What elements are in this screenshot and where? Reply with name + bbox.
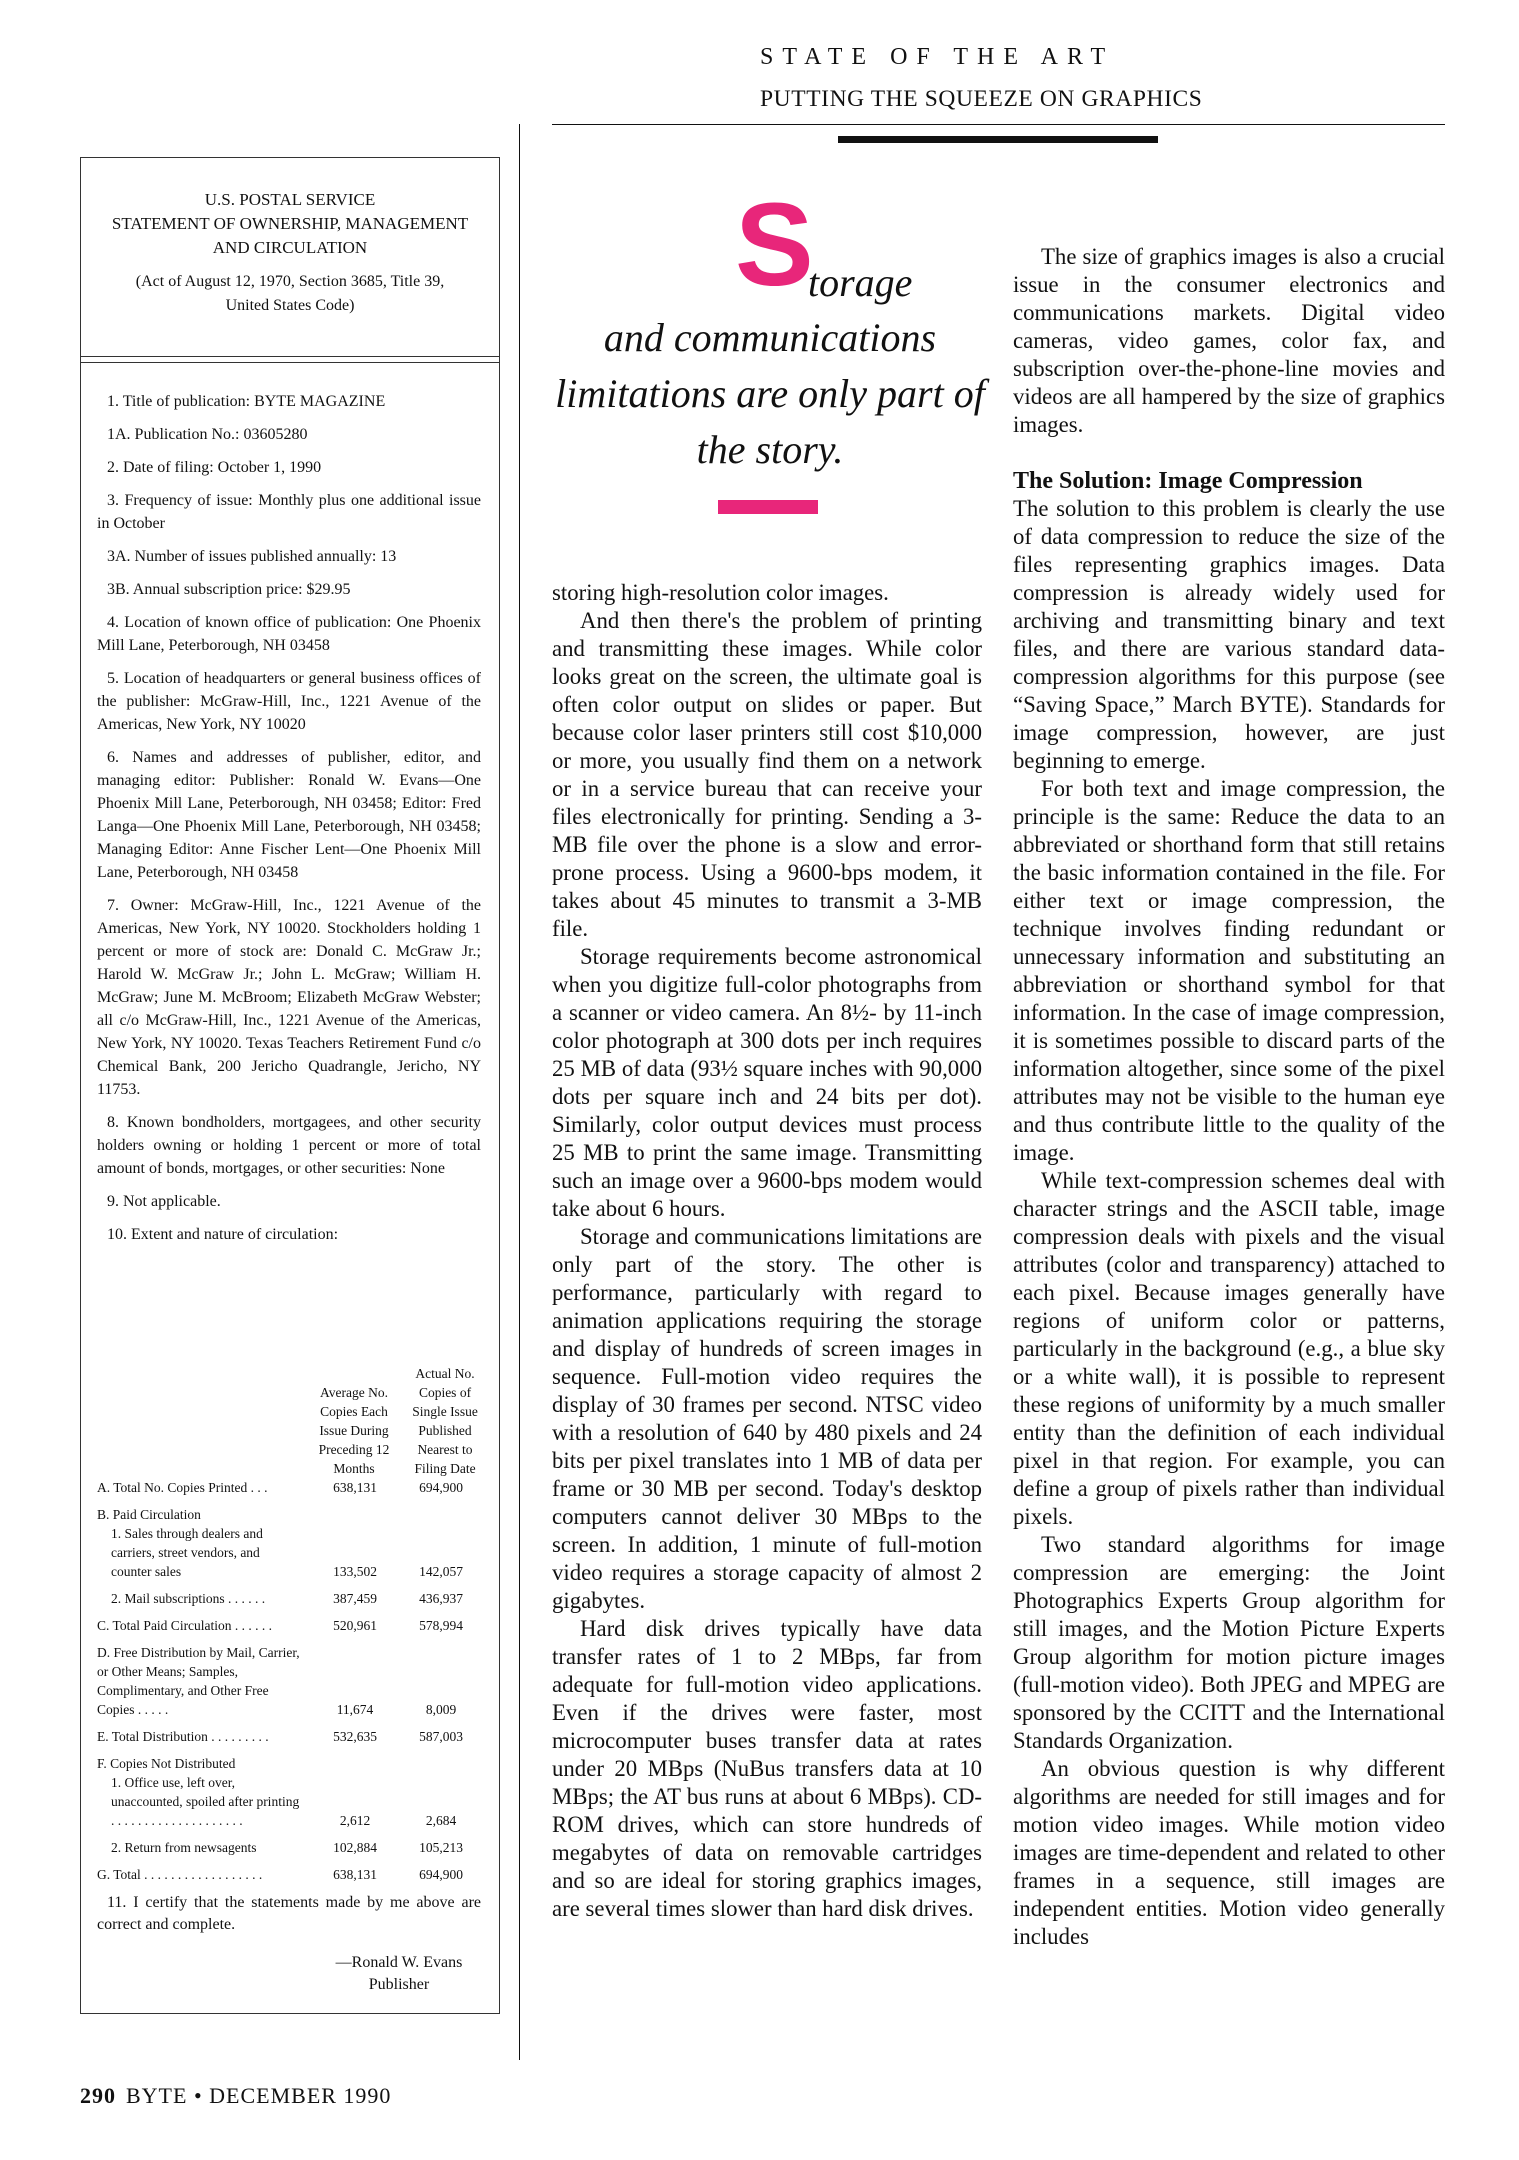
paragraph: The solution to this problem is clearly the use of data compression to reduce the size of the files representing graphics images. Data compression is already widely used for archiving and transmitting binary and text files, and there are various standard data-compression algorithms for this purpose (see “Saving Space,” March BYTE). Standards for image compression, however, are just beginning to emerge. xyxy=(1013,496,1445,773)
postal-heading-line: STATEMENT OF OWNERSHIP, MANAGEMENT xyxy=(111,214,469,233)
row-label: F. Copies Not Distributed xyxy=(97,1756,236,1771)
pullquote-first-word: torage xyxy=(808,260,913,305)
paragraph: An obvious question is why different algorithms are needed for still images and for motion video images. While motion video images are time-dependent and related to other frames in a sequence, still images are independent entities. Motion video generally includes xyxy=(1013,1756,1445,1949)
signature-title: Publisher xyxy=(368,1976,430,1993)
pullquote-text: and communications limitations are only part of the story. xyxy=(555,315,985,472)
column-header-actual: Actual No. Copies of Single Issue Published Nearest to Filing Date xyxy=(412,1366,478,1476)
row-average: 638,131 xyxy=(333,1480,377,1495)
postal-item: 3. Frequency of issue: Monthly plus one additional issue in October xyxy=(97,492,481,532)
paragraph: For both text and image compression, the principle is the same: Reduce the data to an abbreviated or shorthand form that still retains the basic information contained in the file. For either text or image compression, the technique involves finding redundant or unnecessary information and substituting an abbreviation or shorthand symbol for that information. In the case of image compression, it is sometimes possible to discard parts of the information altogether, since some of the pixel attributes may not be visible to the human eye and thus contribute little to the quality of the image. xyxy=(1013,776,1445,1165)
row-average: 638,131 xyxy=(333,1867,377,1882)
row-actual: 2,684 xyxy=(425,1813,457,1828)
postal-item: 2. Date of filing: October 1, 1990 xyxy=(107,459,322,476)
magazine-issue: BYTE • DECEMBER 1990 xyxy=(126,2083,392,2108)
row-average: 532,635 xyxy=(333,1729,377,1744)
postal-item: 6. Names and addresses of publisher, editor, and managing editor: Publisher: Ronald W. Evans—One Phoenix Mill Lane, Peterborough, NH 03458; Editor: Fred Langa—One Phoenix Mill Lane, Peterborough, NH 03458; Managing Editor: Anne Fischer Lent—One Phoenix Mill Lane, Peterborough, NH 03458 xyxy=(97,749,481,881)
postal-item: 1A. Publication No.: 03605280 xyxy=(107,426,308,443)
row-average: 102,884 xyxy=(333,1840,377,1855)
postal-items xyxy=(97,390,481,1256)
paragraph: storing high-resolution color images. xyxy=(552,580,889,605)
postal-heading xyxy=(81,188,499,318)
section-title: STATE OF THE ART xyxy=(760,44,1115,70)
paragraph: Storage requirements become astronomical when you digitize full-color photographs from a scanner or video camera. An 8½- by 11-inch color photograph at 300 dots per inch requires 25 MB of data (93½ square inches with 90,000 dots per square inch and 24 bits per dot). Similarly, color output devices must process 25 MB to print the same image. Transmitting such an image over a 9600-bps modem would take about 6 hours. xyxy=(552,944,982,1221)
signature-name: —Ronald W. Evans xyxy=(335,1954,463,1971)
paragraph: The size of graphics images is also a crucial issue in the consumer electronics and communications markets. Digital video cameras, video games, color fax, and subscription over-the-phone-line movies and videos are all hampered by the size of graphics images. xyxy=(1013,244,1445,437)
row-label: 2. Mail subscriptions . . . . . . xyxy=(111,1591,266,1606)
row-average: 11,674 xyxy=(336,1702,374,1717)
circulation-header xyxy=(97,1338,481,1478)
paragraph: Storage and communications limitations are only part of the story. The other is performance, particularly with regard to animation applications requiring the storage and display of hundreds of screen images in sequence. Full-motion video requires the display of 30 frames per second. NTSC video with a resolution of 640 by 480 pixels and 24 bits per pixel translates into 1 MB of data per frame or 30 MB per second. Today's desktop computers cannot deliver 30 MBps to the screen. In addition, 1 minute of full-motion video requires a storage capacity of almost 2 gigabytes. xyxy=(552,1224,982,1613)
column-divider xyxy=(519,124,520,2060)
pullquote-accent-bar xyxy=(718,500,818,514)
pullquote-dropcap: S xyxy=(735,179,814,311)
row-label: C. Total Paid Circulation . . . . . . xyxy=(97,1618,273,1633)
article-column-right xyxy=(1013,243,1445,1951)
row-label: 2. Return from newsagents xyxy=(111,1840,257,1855)
table-row xyxy=(97,1478,481,1497)
subheading: The Solution: Image Compression xyxy=(1013,468,1363,494)
row-average: 520,961 xyxy=(333,1618,377,1633)
postal-item: 1. Title of publication: BYTE MAGAZINE xyxy=(107,393,386,410)
postal-item: 8. Known bondholders, mortgagees, and other security holders owning or holding 1 percent or more of total amount of bonds, mortgages, or other securities: None xyxy=(97,1114,481,1177)
row-average: 133,502 xyxy=(333,1564,377,1579)
row-label: 1. Office use, left over, unaccounted, spoiled after printing . . . . . . . . . . . . . . . . . . . . xyxy=(111,1775,300,1828)
page-footer xyxy=(80,2083,391,2109)
table-row xyxy=(97,1727,481,1746)
row-label: G. Total . . . . . . . . . . . . . . . . . . xyxy=(97,1867,263,1882)
paragraph: And then there's the problem of printing and transmitting these images. While color looks great on the screen, the ultimate goal is often color output on slides or paper. But because color laser printers still cost $10,000 or more, you usually find them on a network or in a service bureau that can receive your files electronically for printing. Sending a 3-MB file over the phone is a slow and error-prone process. Using a 9600-bps modem, it takes about 45 minutes to transmit a 3-MB file. xyxy=(552,608,982,941)
postal-item: 3B. Annual subscription price: $29.95 xyxy=(107,581,351,598)
postal-item: 4. Location of known office of publication: One Phoenix Mill Lane, Peterborough, NH 03458 xyxy=(97,614,481,654)
row-actual: 578,994 xyxy=(419,1618,463,1633)
row-actual: 8,009 xyxy=(425,1702,457,1717)
row-actual: 436,937 xyxy=(419,1591,463,1606)
table-row xyxy=(97,1773,481,1830)
table-row xyxy=(97,1616,481,1635)
postal-statement-box xyxy=(80,157,500,2014)
paragraph: Two standard algorithms for image compression are emerging: the Joint Photographics Experts Group algorithm for still images, and the Motion Picture Experts Group algorithm for motion picture images (full-motion video). Both JPEG and MPEG are sponsored by the CCITT and the International Standards Organization. xyxy=(1013,1532,1445,1753)
postal-heading-line: AND CIRCULATION xyxy=(212,238,368,257)
row-average: 2,612 xyxy=(339,1813,371,1828)
article-title: PUTTING THE SQUEEZE ON GRAPHICS xyxy=(760,86,1203,112)
row-label: A. Total No. Copies Printed . . . xyxy=(97,1480,268,1495)
row-actual: 694,900 xyxy=(419,1480,463,1495)
table-row xyxy=(97,1505,481,1524)
postal-item: 5. Location of headquarters or general business offices of the publisher: McGraw-Hill, Inc., 1221 Avenue of the Americas, New York, NY 10020 xyxy=(97,670,481,733)
row-actual: 142,057 xyxy=(419,1564,463,1579)
header-rule-thick xyxy=(838,136,1158,143)
postal-act-line: United States Code) xyxy=(225,297,355,314)
row-actual: 587,003 xyxy=(419,1729,463,1744)
postal-item: 3A. Number of issues published annually: 13 xyxy=(107,548,397,565)
postal-act-line: (Act of August 12, 1970, Section 3685, Title 39, xyxy=(135,273,445,290)
signature-block xyxy=(317,1952,481,1996)
certification-statement: 11. I certify that the statements made by me above are correct and complete. xyxy=(97,1894,481,1933)
row-actual: 694,900 xyxy=(419,1867,463,1882)
row-average: 387,459 xyxy=(333,1591,377,1606)
postal-item: 7. Owner: McGraw-Hill, Inc., 1221 Avenue of the Americas, New York, NY 10020. Stockholders holding 1 percent or more of stock are: Donald C. McGraw Jr.; Harold W. McGraw Jr.; John L. McGraw; William H. McGraw; June M. McBroom; Elizabeth McGraw Webster; all c/o McGraw-Hill, Inc., 1221 Avenue of the Americas, New York, NY 10020. Texas Teachers Retirement Fund c/o Chemical Bank, 200 Jericho Quadrangle, Jericho, NY 11753. xyxy=(97,897,481,1098)
row-actual: 105,213 xyxy=(419,1840,463,1855)
row-label: 1. Sales through dealers and carriers, street vendors, and counter sales xyxy=(111,1526,263,1579)
paragraph: Hard disk drives typically have data transfer rates of 1 to 2 MBps, far from adequate for full-motion video applications. Even if the drives were faster, most microcomputer buses transfer data at rates under 20 MBps (NuBus transfers data at 10 MBps; the AT bus runs at about 6 MBps). CD-ROM drives, which can store hundreds of megabytes of data on removable cartridges and so are ideal for storing graphics images, are several times slower than hard disk drives. xyxy=(552,1616,982,1921)
circulation-table xyxy=(97,1338,481,1996)
postal-item: 10. Extent and nature of circulation: xyxy=(107,1226,339,1243)
paragraph: While text-compression schemes deal with character strings and the ASCII table, image compression deals with pixels and the visual attributes (color and transparency) attached to each pixel. Because images generally have regions of uniform color or patterns, particularly in the background (e.g., a blue sky or a white wall), it is possible to represent these regions of uniformity by a much smaller entity than the definition of each individual pixel in that region. For example, you can define a group of pixels rather than individual pixels. xyxy=(1013,1168,1445,1529)
table-row xyxy=(97,1865,481,1884)
table-row xyxy=(97,1754,481,1773)
column-header-average: Average No. Copies Each Issue During Preceding 12 Months xyxy=(318,1385,390,1476)
page-number: 290 xyxy=(80,2083,116,2108)
table-row xyxy=(97,1524,481,1581)
article-column-middle xyxy=(552,579,982,1923)
postal-heading-line: U.S. POSTAL SERVICE xyxy=(204,190,376,209)
table-row xyxy=(97,1589,481,1608)
postal-item: 9. Not applicable. xyxy=(107,1193,221,1210)
table-row xyxy=(97,1643,481,1719)
row-label: B. Paid Circulation xyxy=(97,1507,201,1522)
table-row xyxy=(97,1838,481,1857)
row-label: E. Total Distribution . . . . . . . . . xyxy=(97,1729,269,1744)
postal-act-citation xyxy=(81,270,499,318)
header-rule xyxy=(552,124,1445,125)
row-label: D. Free Distribution by Mail, Carrier, or Other Means; Samples, Complimentary, and Other Free Copies . . . . . xyxy=(97,1645,300,1717)
postal-divider xyxy=(81,356,499,363)
